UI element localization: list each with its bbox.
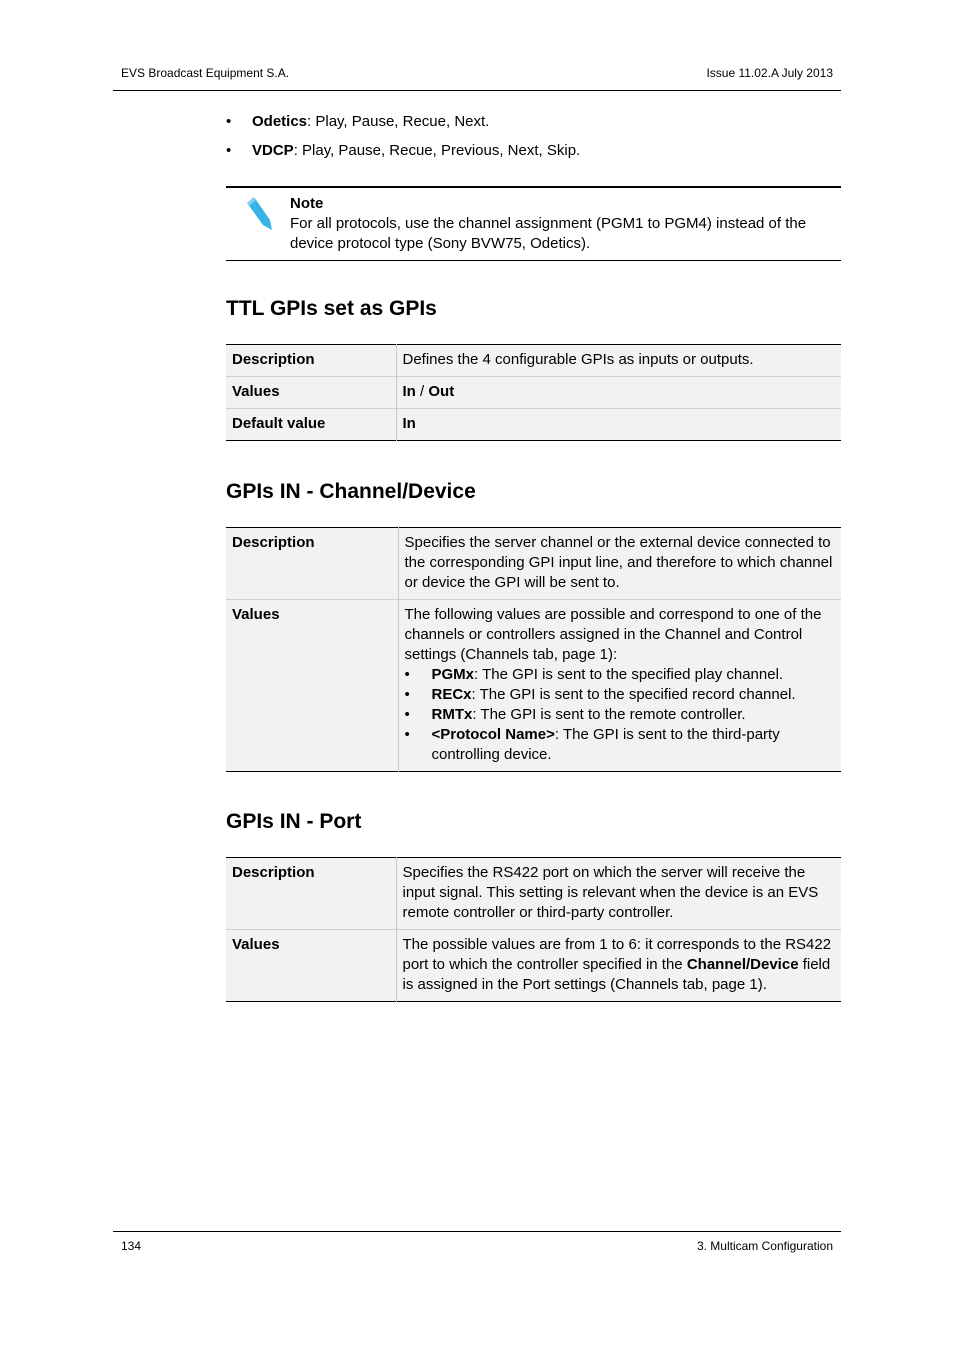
values-label: Values (226, 600, 398, 772)
ttl-gpis-table (226, 344, 841, 441)
value-term: PGMx (431, 666, 475, 683)
values-label: Values (226, 377, 396, 409)
section-title-port: GPIs IN - Port (226, 810, 362, 833)
table-row (226, 858, 841, 930)
page-header (113, 66, 841, 91)
values-label: Values (226, 930, 396, 1002)
table-row (226, 345, 841, 377)
page-number: 134 (121, 1239, 142, 1253)
description-label: Description (226, 345, 396, 377)
values-value (396, 377, 841, 409)
description-value: Specifies the server channel or the external device connected to the corresponding GPI input line, and therefore to which channel or device the GPI will be sent to. (404, 534, 833, 591)
value-text: : The GPI is sent to the specified record channel. (471, 686, 796, 703)
list-item (405, 725, 836, 765)
bullet-text: : Play, Pause, Recue, Previous, Next, Skip. (293, 142, 581, 159)
table-row (226, 528, 841, 600)
values-intro: The following values are possible and correspond to one of the channels or controllers assigned in the Channel and Control settings (Channels tab, page 1): (404, 606, 822, 663)
note-title: Note (290, 195, 324, 212)
bullet-text: : Play, Pause, Recue, Next. (307, 113, 490, 130)
value-term: RECx (431, 686, 472, 703)
bullet-icon: • (226, 142, 232, 159)
values-bold: Channel/Device (686, 956, 799, 973)
section-title-channel-device: GPIs IN - Channel/Device (226, 480, 476, 503)
list-item (405, 705, 836, 725)
bullet-icon: • (404, 686, 410, 703)
bullet-term: VDCP (252, 142, 294, 159)
chapter-title: 3. Multicam Configuration (696, 1239, 833, 1253)
table-row (226, 377, 841, 409)
section-title-ttl-gpis: TTL GPIs set as GPIs (226, 297, 437, 320)
list-item (226, 141, 841, 170)
note-text: For all protocols, use the channel assignment (PGM1 to PGM4) instead of the device protocol type (Sony BVW75, Odetics). (290, 215, 807, 252)
bullet-term: Odetics (252, 113, 308, 130)
description-value: Defines the 4 configurable GPIs as inputs or outputs. (402, 351, 754, 368)
table-row (226, 409, 841, 441)
protocol-bullet-list (226, 112, 841, 170)
header-company: EVS Broadcast Equipment S.A. (121, 66, 290, 80)
default-value: In (396, 409, 841, 441)
table-row (226, 600, 841, 772)
value-text: : The GPI is sent to the third-party controlling device. (431, 726, 780, 763)
bullet-icon: • (404, 726, 410, 743)
value-term: RMTx (431, 706, 473, 723)
port-table (226, 857, 841, 1002)
values-text-2: field is assigned in the Port settings (Channels tab, page 1). (402, 956, 831, 993)
value-in: In (402, 383, 416, 400)
value-separator: / (415, 383, 429, 400)
value-text: : The GPI is sent to the remote controller. (472, 706, 746, 723)
header-issue: Issue 11.02.A July 2013 (706, 66, 833, 80)
value-term: <Protocol Name> (431, 726, 555, 743)
description-label: Description (226, 528, 398, 600)
list-item (405, 665, 836, 685)
default-value-label: Default value (226, 409, 396, 441)
table-row (226, 930, 841, 1002)
bullet-icon: • (404, 706, 410, 723)
value-text: : The GPI is sent to the specified play channel. (474, 666, 784, 683)
description-label: Description (226, 858, 396, 930)
channel-device-table (226, 527, 841, 772)
bullet-icon: • (404, 666, 410, 683)
note-box (226, 186, 841, 261)
value-out: Out (428, 383, 455, 400)
values-value (396, 930, 841, 1002)
pencil-icon (242, 194, 274, 234)
description-value: Specifies the RS422 port on which the server will receive the input signal. This setting is relevant when the device is an EVS remote controller or third-party controller. (402, 864, 819, 921)
page-footer (113, 1231, 841, 1253)
list-item (226, 112, 841, 141)
list-item (405, 685, 836, 705)
values-value (398, 600, 841, 772)
values-text-1: The possible values are from 1 to 6: it corresponds to the RS422 port to which the controller specified in the (402, 936, 832, 973)
bullet-icon: • (226, 113, 232, 130)
